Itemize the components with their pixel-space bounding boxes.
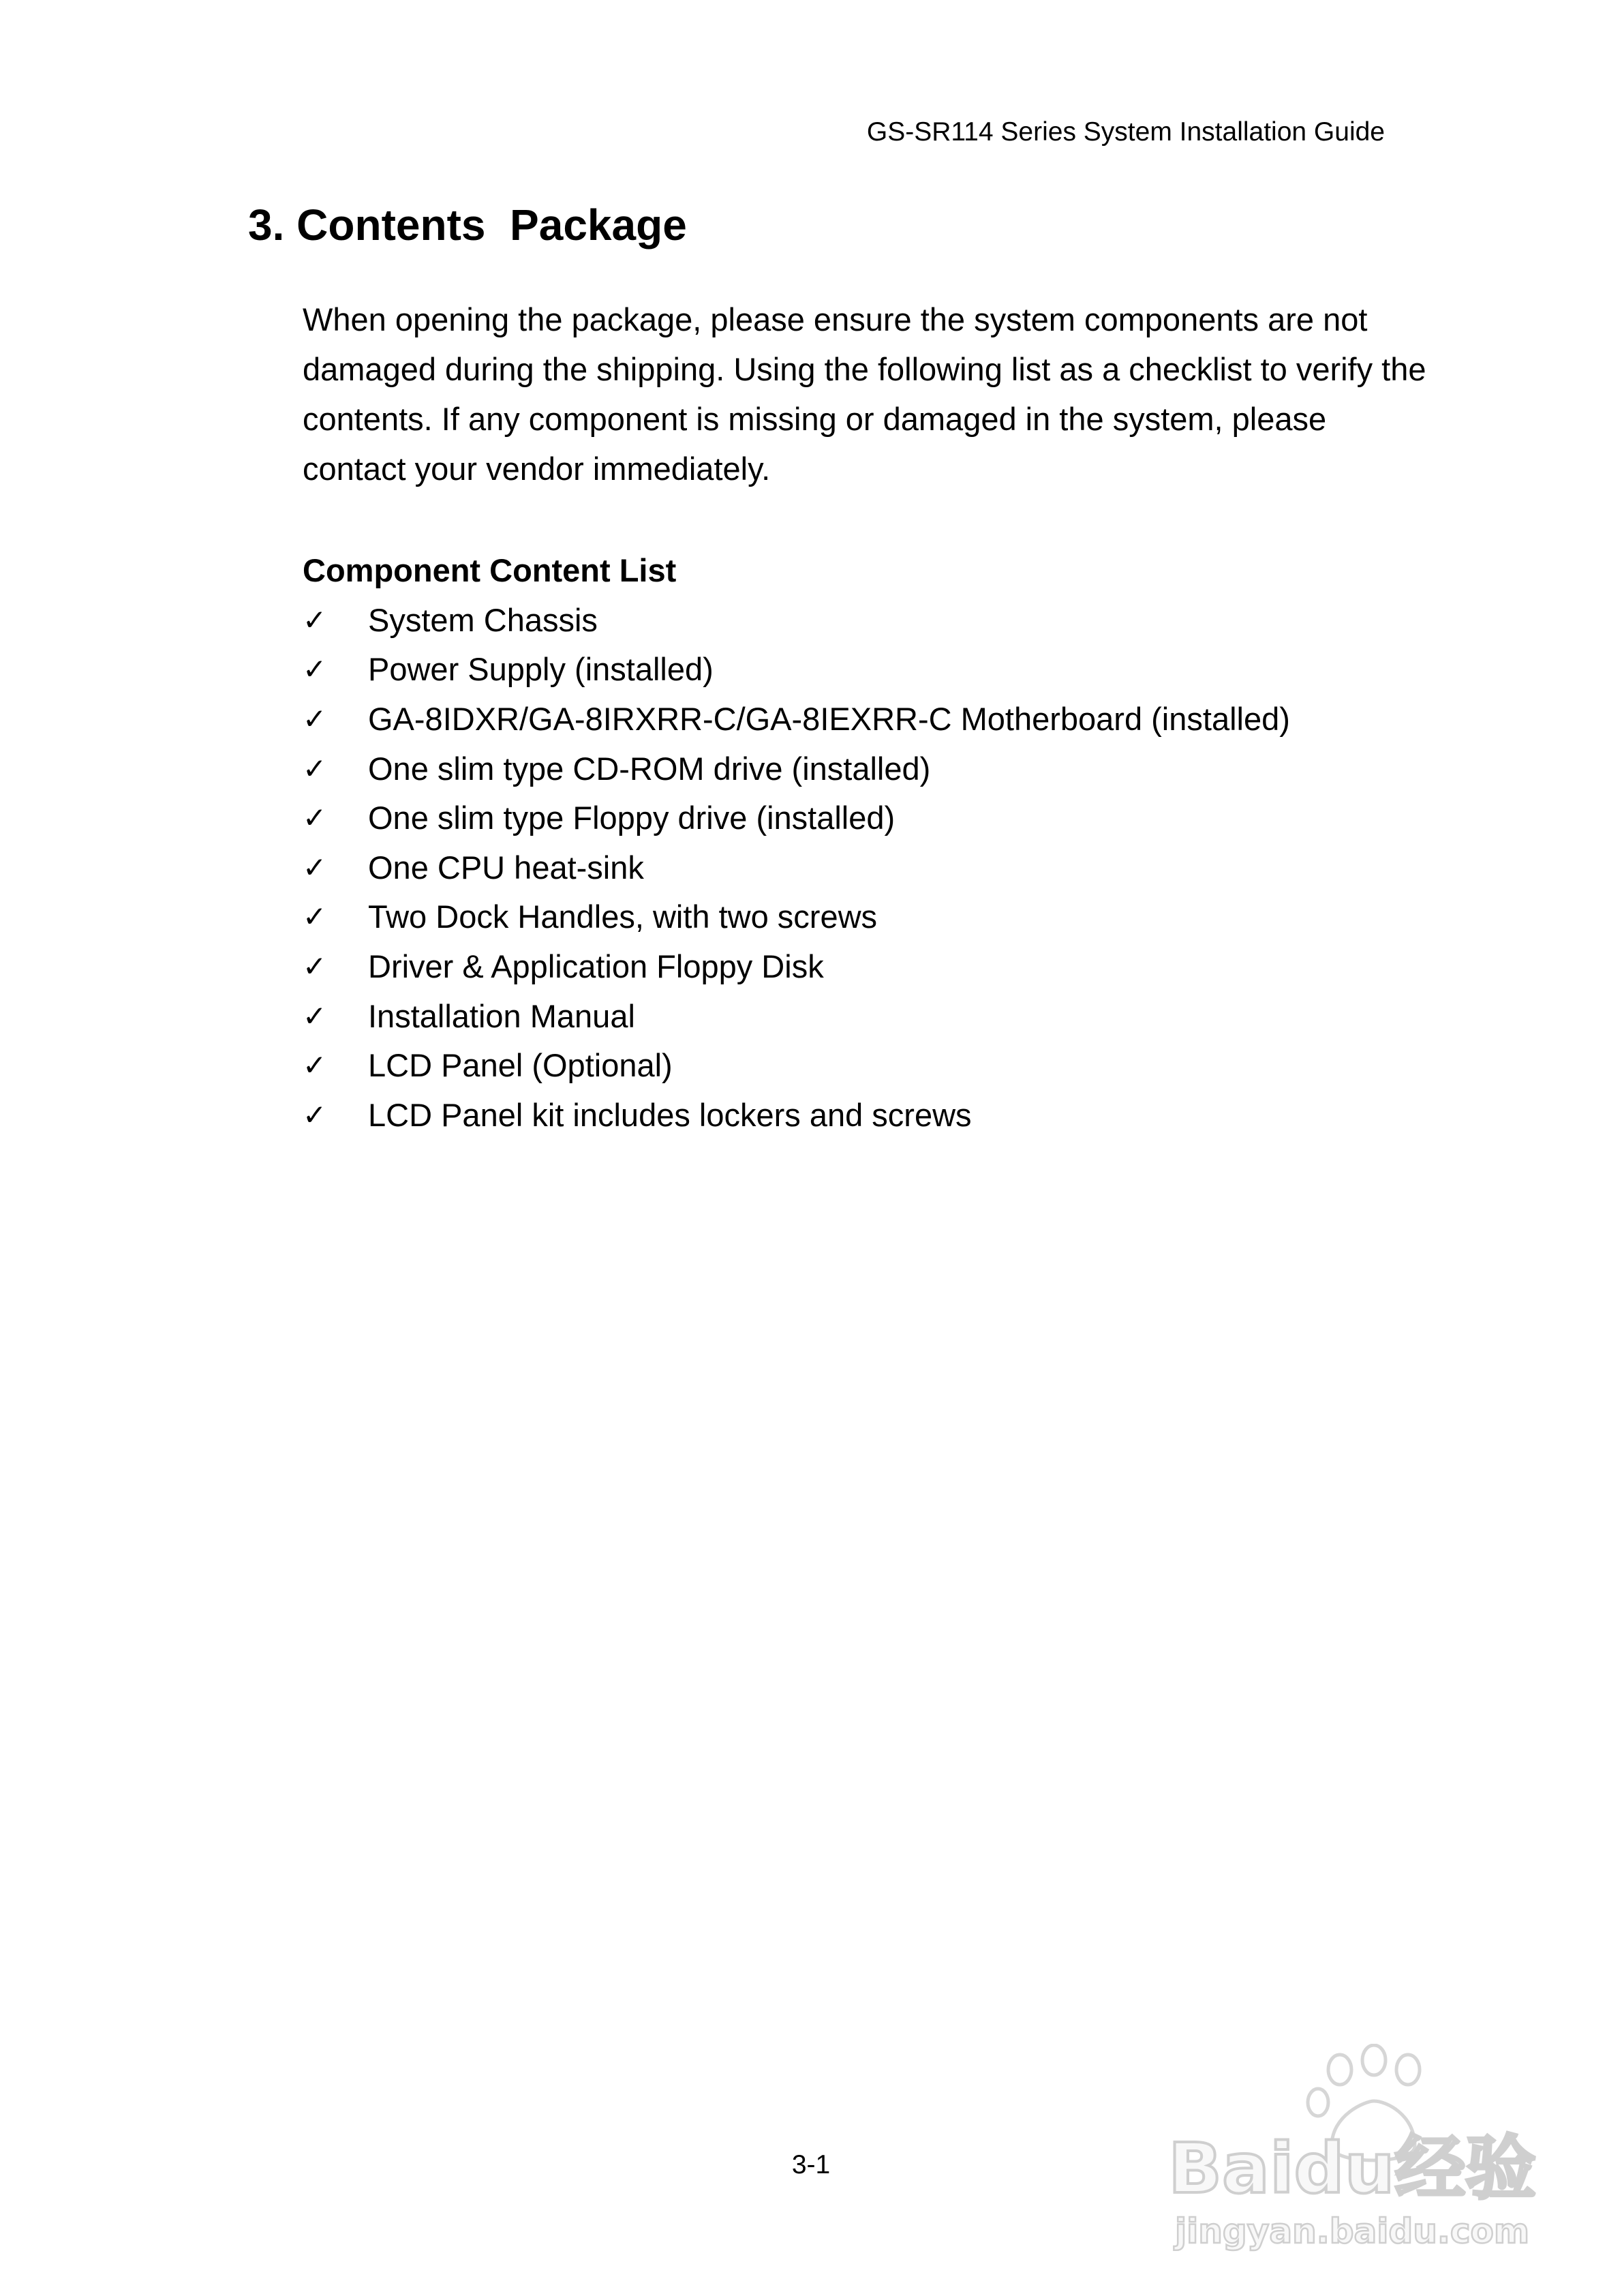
checklist-item-label: Driver & Application Floppy Disk: [368, 948, 824, 984]
checkmark-icon: ✓: [303, 801, 327, 835]
running-header: GS-SR114 Series System Installation Guide: [866, 117, 1385, 147]
section-title: 3. Contents Package: [248, 200, 687, 250]
intro-paragraph: When opening the package, please ensure the system components are not damaged during the shipping. Using the following list as a checklist to verify the contents. If any component is missing or damaged in the system, please contact your vendor immediately.: [303, 301, 1426, 487]
checklist-item-label: LCD Panel (Optional): [368, 1047, 673, 1084]
checkmark-icon: ✓: [303, 999, 327, 1033]
checklist-item-label: One CPU heat-sink: [368, 849, 644, 886]
checklist-item-label: Power Supply (installed): [368, 651, 714, 688]
watermark-url: jingyan.baidu.com: [1173, 2211, 1529, 2251]
checkmark-icon: ✓: [303, 850, 327, 884]
checkmark-icon: ✓: [303, 1098, 327, 1132]
baidu-jingyan-watermark: [1161, 2044, 1543, 2255]
checklist-item: [303, 744, 1290, 794]
checklist-item: [303, 1040, 1290, 1090]
checklist-item: [303, 991, 1290, 1041]
checklist-item-label: Installation Manual: [368, 997, 635, 1034]
checklist-item-label: LCD Panel kit includes lockers and screws: [368, 1096, 972, 1133]
checklist-item: [303, 595, 1290, 645]
checklist-item: [303, 941, 1290, 991]
checkmark-icon: ✓: [303, 701, 327, 736]
component-list-heading: Component Content List: [303, 552, 677, 588]
watermark-brand: Baidu经验: [1168, 2128, 1536, 2209]
checklist-item: [303, 793, 1290, 843]
page-number: 3-1: [791, 2150, 831, 2179]
checkmark-icon: ✓: [303, 900, 327, 934]
checklist-item: [303, 843, 1290, 892]
checklist-item: [303, 694, 1290, 744]
checklist-item-label: GA-8IDXR/GA-8IRXRR-C/GA-8IEXRR-C Motherboard (installed): [368, 700, 1290, 737]
checklist-item: [303, 645, 1290, 695]
checkmark-icon: ✓: [303, 603, 327, 637]
checkmark-icon: ✓: [303, 652, 327, 686]
checklist-item: [303, 892, 1290, 942]
checklist-item-label: One slim type CD-ROM drive (installed): [368, 750, 931, 787]
checklist-item-label: System Chassis: [368, 601, 598, 638]
checkmark-icon: ✓: [303, 751, 327, 785]
checklist-item-label: Two Dock Handles, with two screws: [368, 898, 878, 935]
checkmark-icon: ✓: [303, 1048, 327, 1083]
component-checklist: [303, 595, 1290, 1140]
checklist-item: [303, 1090, 1290, 1140]
checklist-item-label: One slim type Floppy drive (installed): [368, 800, 896, 836]
checkmark-icon: ✓: [303, 949, 327, 983]
